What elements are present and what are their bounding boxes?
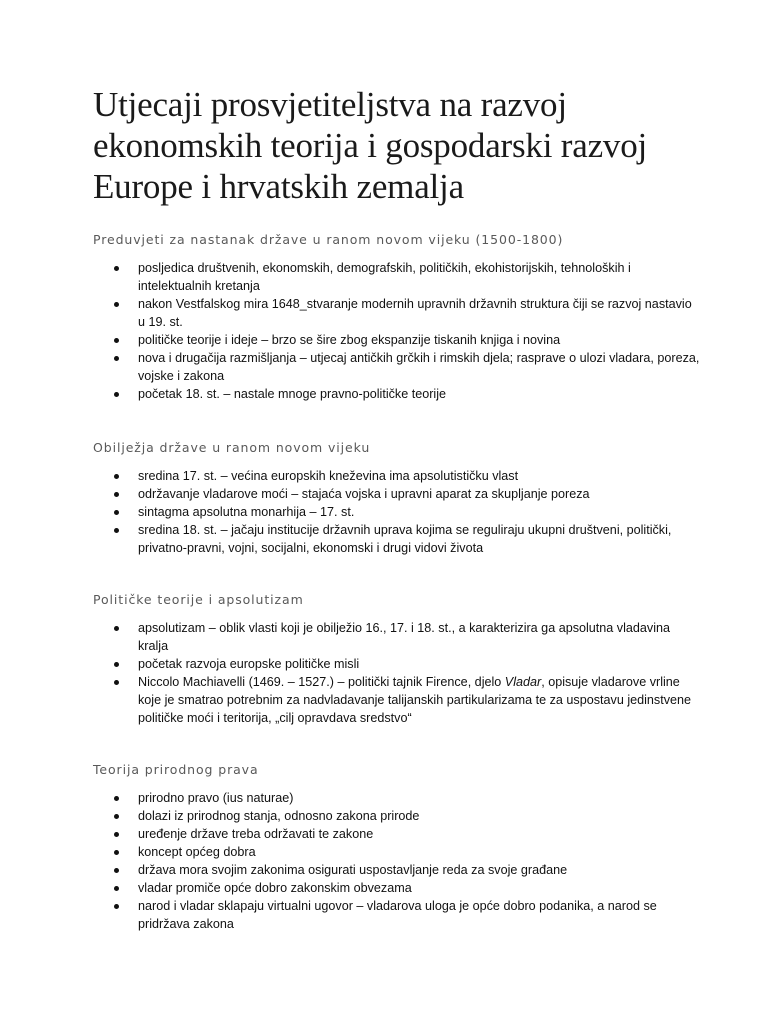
bullet-icon [114,510,119,515]
list-item-text: narod i vladar sklapaju virtualni ugovor – vladarova uloga je opće dobro podanika, a narod se pridržava zakona [138,899,657,931]
bullet-list [93,467,708,557]
bullet-icon [114,904,119,909]
list-item [138,619,708,655]
bullet-list [93,259,708,403]
bullet-icon [114,680,119,685]
list-item [138,655,708,673]
bullet-list [93,619,708,727]
bullet-icon [114,868,119,873]
list-item-text: uređenje države treba održavati te zakone [138,827,374,841]
list-item [138,349,708,385]
list-item-text: sredina 17. st. – većina europskih kneževina ima apsolutističku vlast [138,469,519,483]
bullet-icon [114,886,119,891]
book-title: Vladar [504,675,542,689]
list-item-text: prirodno pravo (ius naturae) [138,791,294,805]
list-item-text: nova i drugačija razmišljanja – utjecaj antičkih grčkih i rimskih djela; rasprave o ulozi vladara, poreza, vojske i zakona [138,351,700,383]
list-item-text: sintagma apsolutna monarhija – 17. st. [138,505,355,519]
list-item-text: početak 18. st. – nastale mnoge pravno-političke teorije [138,387,447,401]
list-item-text: posljedica društvenih, ekonomskih, demografskih, političkih, ekohistorijskih, tehnoloških i intelektualnih kretanja [138,261,631,293]
section-heading: Preduvjeti za nastanak države u ranom novom vijeku (1500-1800) [93,232,564,247]
list-item [138,385,708,403]
bullet-icon [114,850,119,855]
bullet-icon [114,492,119,497]
list-item [138,259,708,295]
bullet-icon [114,626,119,631]
list-item [138,789,708,807]
list-item-text: održavanje vladarove moći – stajaća vojska i upravni aparat za skupljanje poreza [138,487,590,501]
list-item [138,521,708,557]
section-heading: Teorija prirodnog prava [93,762,259,777]
list-item [138,295,708,331]
bullet-icon [114,832,119,837]
list-item [138,467,708,485]
bullet-icon [114,266,119,271]
list-item-text: koncept općeg dobra [138,845,256,859]
list-item [138,843,708,861]
list-item [138,673,708,727]
bullet-icon [114,392,119,397]
bullet-icon [114,338,119,343]
section-heading: Obilježja države u ranom novom vijeku [93,440,371,455]
list-item-text: nakon Vestfalskog mira 1648_stvaranje modernih upravnih državnih struktura čiji se razvoj nastavio u 19. st. [138,297,692,329]
list-item-text: sredina 18. st. – jačaju institucije državnih uprava kojima se reguliraju ukupni društveni, politički, privatno-pravni, vojni, socijalni, ekonomski i drugi vidovi života [138,523,672,555]
list-item-text: Niccolo Machiavelli (1469. – 1527.) – politički tajnik Firence, djelo Vladar, opisuje vladarove vrline koje je smatrao potrebnim za nadvladavanje talijanskih partikularizama te za uspostavu jedinstvene političke moći i teritorija, „cilj opravdava sredstvo“ [138,675,692,725]
list-item [138,807,708,825]
section-politicke-teorije [93,592,708,727]
list-item-text: početak razvoja europske političke misli [138,657,360,671]
list-item-text: dolazi iz prirodnog stanja, odnosno zakona prirode [138,809,420,823]
bullet-icon [114,528,119,533]
bullet-icon [114,474,119,479]
list-item [138,825,708,843]
section-preduvjeti [93,232,708,403]
list-item [138,503,708,521]
bullet-list [93,789,708,933]
section-heading: Političke teorije i apsolutizam [93,592,304,607]
list-item-text: političke teorije i ideje – brzo se šire zbog ekspanzije tiskanih knjiga i novina [138,333,561,347]
bullet-icon [114,356,119,361]
list-item [138,897,708,933]
list-item [138,331,708,349]
list-item [138,879,708,897]
list-item [138,485,708,503]
section-obiljezja [93,440,708,557]
list-item-text: država mora svojim zakonima osigurati uspostavljanje reda za svoje građane [138,863,568,877]
section-prirodno-pravo [93,762,708,933]
list-item [138,861,708,879]
document-title: Utjecaji prosvjetiteljstva na razvoj ekonomskih teorija i gospodarski razvoj Europe i hrvatskih zemalja [93,85,648,206]
list-item-text: vladar promiče opće dobro zakonskim obvezama [138,881,412,895]
bullet-icon [114,796,119,801]
bullet-icon [114,814,119,819]
bullet-icon [114,302,119,307]
bullet-icon [114,662,119,667]
list-item-text: apsolutizam – oblik vlasti koji je obilježio 16., 17. i 18. st., a karakterizira ga apsolutna vladavina kralja [138,621,671,653]
